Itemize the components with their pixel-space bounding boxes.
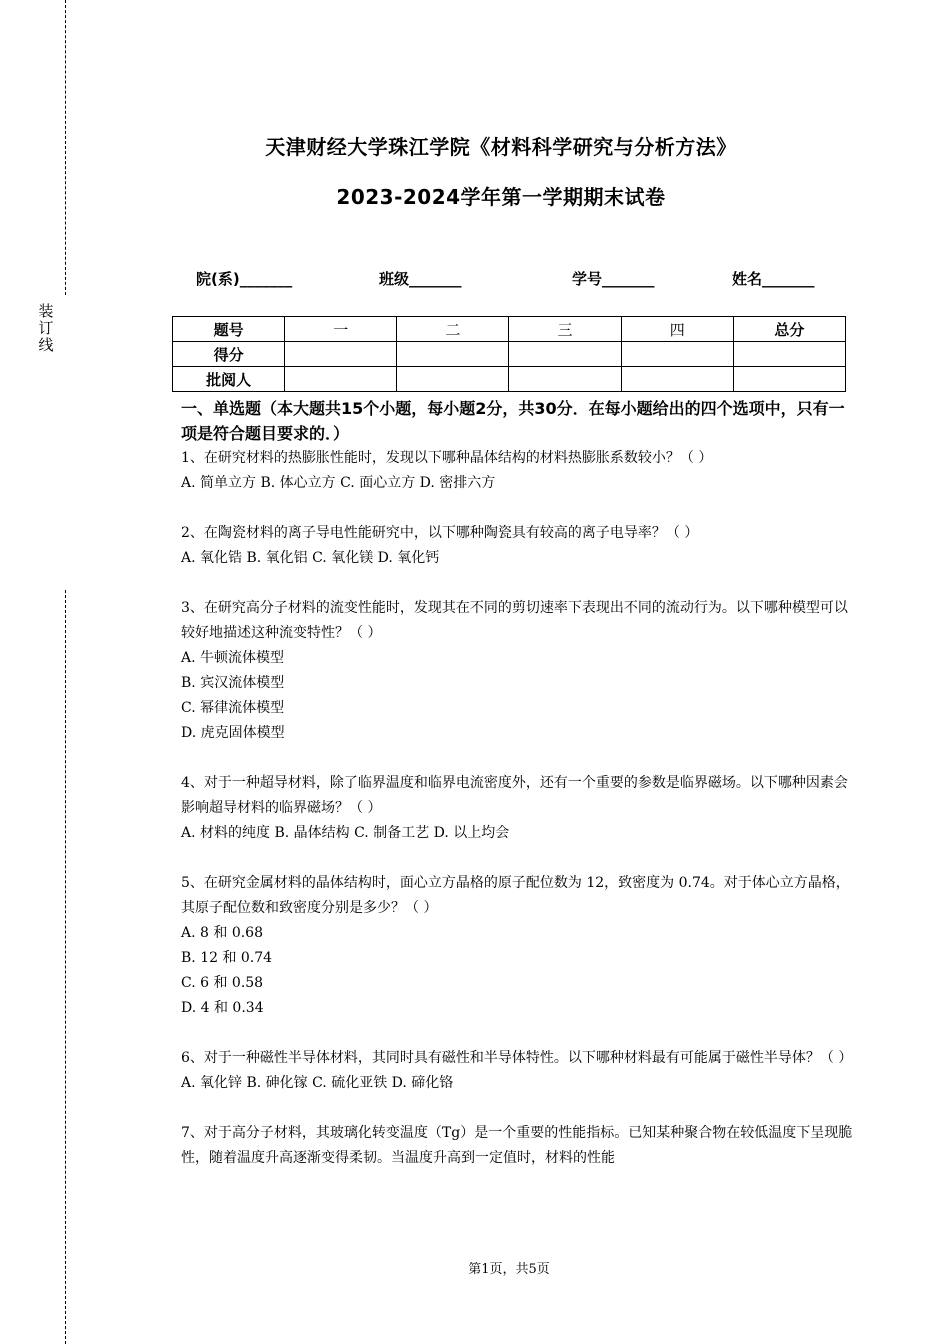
binding-char: 线 [38,336,54,354]
question-option: D. 虎克固体模型 [181,725,285,741]
question-option: C. 幂律流体模型 [181,700,285,716]
question-options: A. 氧化锆 B. 氧化铝 C. 氧化镁 D. 氧化钙 [181,550,440,566]
question-text: 7、对于高分子材料，其玻璃化转变温度（Tg）是一个重要的性能指标。已知某种聚合物在较低温度下呈现脆性，随着温度升高逐渐变得柔韧。当温度升高到一定值时，材料的性能 [181,1125,853,1166]
table-cell [509,367,621,392]
score-table-row [173,317,846,342]
question-option: C. 6 和 0.58 [181,975,264,991]
table-cell [285,367,397,392]
question-option: A. 8 和 0.68 [181,925,263,941]
exam-title: 天津财经大学珠江学院《材料科学研究与分析方法》 [265,135,737,159]
question-2 [181,521,856,571]
table-cell [397,342,509,367]
question-text: 6、对于一种磁性半导体材料，其同时具有磁性和半导体特性。以下哪种材料最有可能属于磁性半导体？（ ） [181,1050,853,1066]
table-cell: 三 [509,317,621,342]
name-field: 姓名_______ [732,270,815,288]
exam-subtitle: 2023-2024学年第一学期期末试卷 [336,185,666,209]
question-text: 4、对于一种超导材料，除了临界温度和临界电流密度外，还有一个重要的参数是临界磁场。以下哪种因素会影响超导材料的临界磁场？（ ） [181,775,848,816]
question-4 [181,771,856,846]
question-5 [181,871,856,1021]
binding-char: 装 [38,302,54,320]
question-text: 2、在陶瓷材料的离子导电性能研究中，以下哪种陶瓷具有较高的离子电导率？（ ） [181,525,699,541]
table-cell [733,342,845,367]
section-heading: 一、单选题（本大题共15个小题，每小题2分，共30分．在每小题给出的四个选项中，只有一项是符合题目要求的．） [181,399,845,443]
question-7 [181,1121,856,1171]
table-cell: 得分 [173,342,285,367]
student-info-row [0,268,950,292]
binding-char: 订 [38,319,54,337]
question-options: A. 材料的纯度 B. 晶体结构 C. 制备工艺 D. 以上均会 [181,825,510,841]
table-cell [397,367,509,392]
question-option: B. 宾汉流体模型 [181,675,285,691]
question-text: 3、在研究高分子材料的流变性能时，发现其在不同的剪切速率下表现出不同的流动行为。以下哪种模型可以较好地描述这种流变特性？（ ） [181,600,848,641]
table-cell [733,367,845,392]
table-cell [621,342,733,367]
question-1 [181,446,856,496]
table-cell: 四 [621,317,733,342]
student-id-field: 学号_______ [572,270,655,288]
table-cell [285,342,397,367]
score-table-row [173,342,846,367]
question-option: D. 4 和 0.34 [181,1000,264,1016]
table-cell: 批阅人 [173,367,285,392]
table-cell: 一 [285,317,397,342]
table-cell: 二 [397,317,509,342]
question-options: A. 简单立方 B. 体心立方 C. 面心立方 D. 密排六方 [181,475,496,491]
table-cell [621,367,733,392]
class-field: 班级_______ [379,270,462,288]
exam-content [181,396,856,1196]
binding-label [36,303,56,354]
question-options: A. 氧化锌 B. 砷化镓 C. 硫化亚铁 D. 碲化铬 [181,1075,454,1091]
table-cell [509,342,621,367]
department-field: 院(系)_______ [196,270,293,288]
question-option: A. 牛顿流体模型 [181,650,285,666]
question-text: 1、在研究材料的热膨胀性能时，发现以下哪种晶体结构的材料热膨胀系数较小？（ ） [181,450,713,466]
table-cell: 题号 [173,317,285,342]
question-3 [181,596,856,746]
binding-dashed-line-bottom [65,590,66,1344]
question-6 [181,1046,856,1096]
page-number: 第1页，共5页 [468,1262,550,1277]
table-cell: 总分 [733,317,845,342]
question-option: B. 12 和 0.74 [181,950,273,966]
question-text: 5、在研究金属材料的晶体结构时，面心立方晶格的原子配位数为 12，致密度为 0.74。对于体心立方晶格，其原子配位数和致密度分别是多少？（ ） [181,875,850,916]
score-table [172,316,846,392]
score-table-row [173,367,846,392]
